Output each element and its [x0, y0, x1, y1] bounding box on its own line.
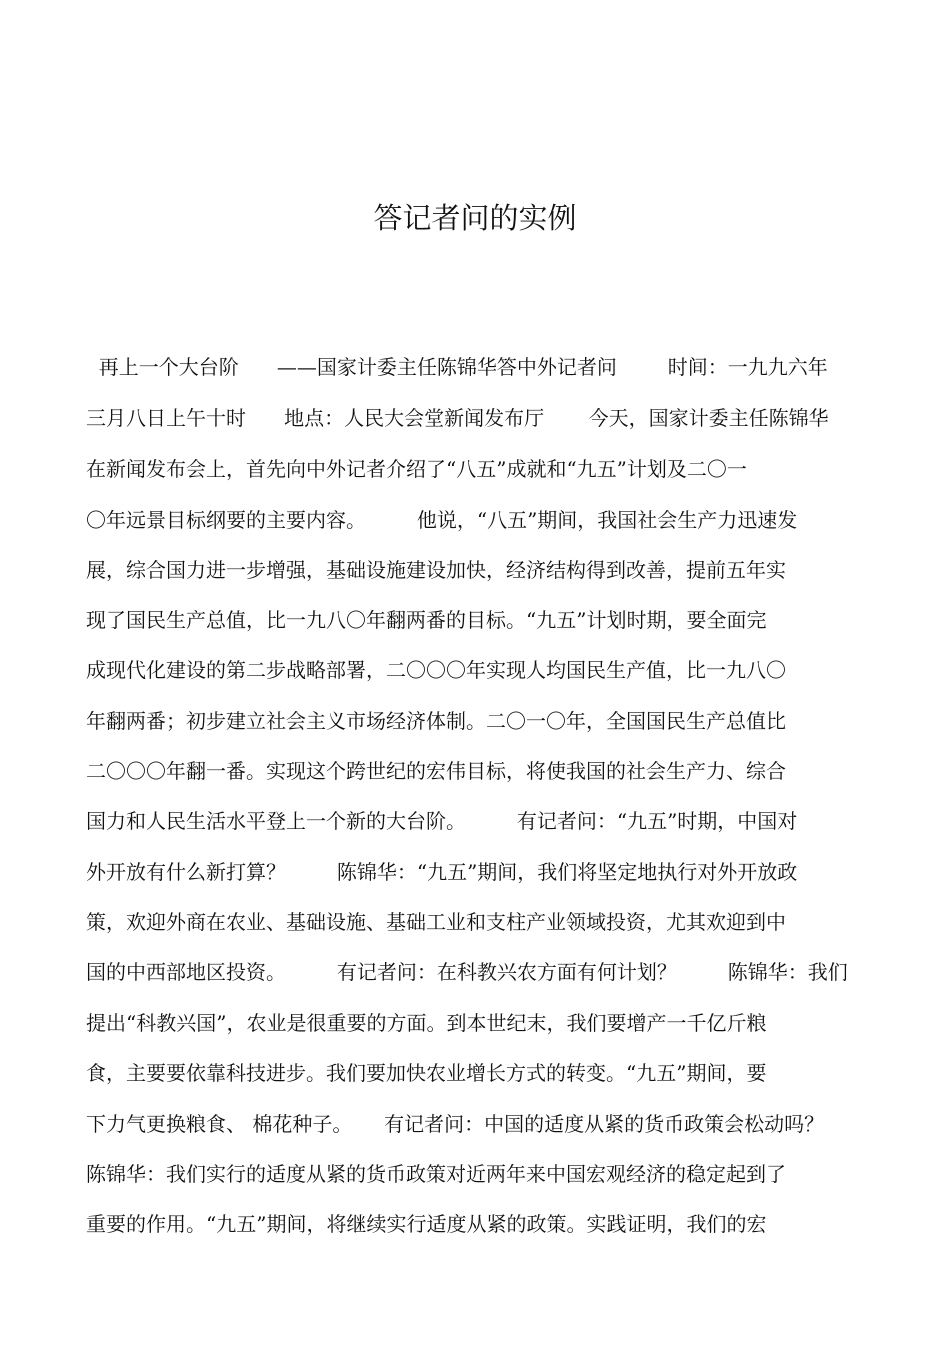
document-title: 答记者问的实例 — [373, 201, 577, 235]
body-line-17: 陈锦华：我们实行的适度从紧的货币政策对近两年来中国宏观经济的稳定起到了 — [86, 1162, 786, 1186]
body-line-7: 成现代化建设的第二步战略部署，二〇〇〇年实现人均国民生产值，比一九八〇 — [86, 658, 786, 682]
body-line-2: 三月八日上午十时 地点：人民大会堂新闻发布厅 今天，国家计委主任陈锦华 — [86, 406, 829, 430]
body-line-16: 下力气更换粮食、 棉花种子。 有记者问：中国的适度从紧的货币政策会松动吗？ — [86, 1112, 825, 1136]
body-line-18: 重要的作用。“九五”期间，将继续实行适度从紧的政策。实践证明，我们的宏 — [86, 1212, 767, 1236]
body-line-15: 食，主要要依靠科技进步。我们要加快农业增长方式的转变。“九五”期间，要 — [86, 1061, 767, 1085]
body-line-4: 〇年远景目标纲要的主要内容。 他说，“八五”期间，我国社会生产力迅速发 — [86, 508, 798, 532]
body-line-12: 策，欢迎外商在农业、基础设施、基础工业和支柱产业领域投资，尤其欢迎到中 — [86, 910, 786, 934]
body-line-14: 提出“科教兴国”，农业是很重要的方面。到本世纪末，我们要增产一千亿斤粮 — [86, 1011, 767, 1035]
body-line-13: 国的中西部地区投资。 有记者问：在科教兴农方面有何计划？ 陈锦华：我们 — [86, 960, 848, 984]
body-line-5: 展，综合国力进一步增强，基础设施建设加快，经济结构得到改善，提前五年实 — [86, 558, 786, 582]
body-line-8: 年翻两番；初步建立社会主义市场经济体制。二〇一〇年，全国国民生产总值比 — [86, 709, 786, 733]
body-line-9: 二〇〇〇年翻一番。实现这个跨世纪的宏伟目标，将使我国的社会生产力、综合 — [86, 759, 786, 783]
body-line-3: 在新闻发布会上，首先向中外记者介绍了“八五”成就和“九五”计划及二〇一 — [86, 457, 747, 481]
body-line-6: 现了国民生产总值，比一九八〇年翻两番的目标。“九五”计划时期，要全面完 — [86, 608, 767, 632]
body-line-1: 再上一个大台阶 ——国家计委主任陈锦华答中外记者问 时间：一九九六年 — [86, 355, 828, 379]
body-line-10: 国力和人民生活水平登上一个新的大台阶。 有记者问：“九五”时期，中国对 — [86, 809, 798, 833]
body-line-11: 外开放有什么新打算？ 陈锦华：“九五”期间，我们将坚定地执行对外开放政 — [86, 860, 798, 884]
